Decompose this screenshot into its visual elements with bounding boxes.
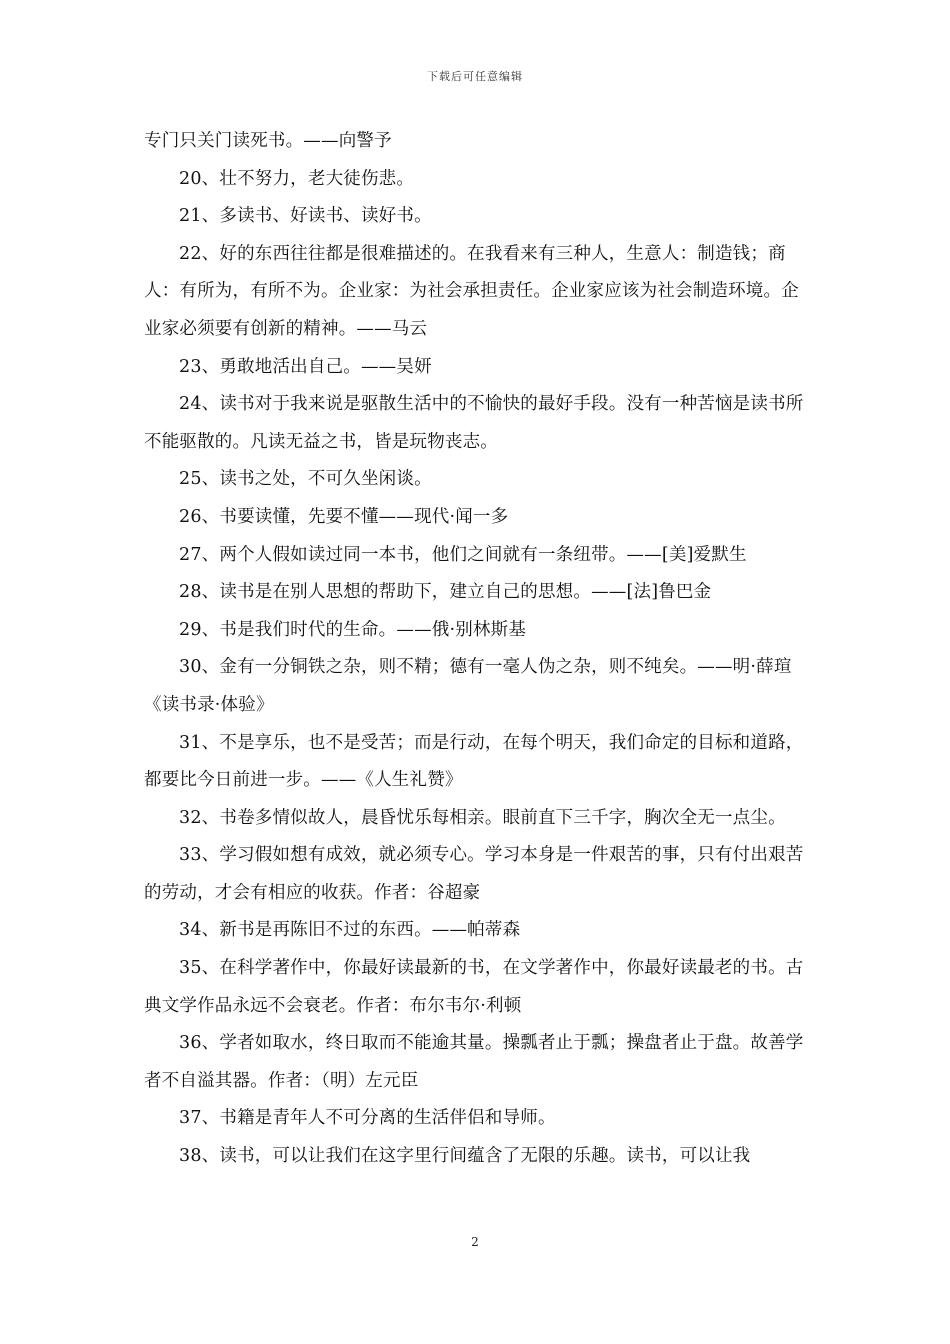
paragraph: 37、书籍是青年人不可分离的生活伴侣和导师。 <box>179 1108 556 1129</box>
paragraph: 23、勇敢地活出自己。——吴妍 <box>179 356 432 377</box>
paragraph: 29、书是我们时代的生命。——俄·别林斯基 <box>179 619 527 640</box>
paragraph: 35、在科学著作中，你最好读最新的书，在文学著作中，你最好读最老的书。古典文学作品永远不会衰老。作者：布尔韦尔·利顿 <box>144 958 804 1016</box>
paragraph: 33、学习假如想有成效，就必须专心。学习本身是一件艰苦的事，只有付出艰苦的劳动，才会有相应的收获。作者：谷超豪 <box>144 845 804 903</box>
paragraph: 20、壮不努力，老大徒伤悲。 <box>179 168 415 189</box>
paragraph: 38、读书，可以让我们在这字里行间蕴含了无限的乐趣。读书，可以让我 <box>179 1146 751 1167</box>
paragraph: 31、不是享乐，也不是受苦；而是行动，在每个明天，我们命定的目标和道路，都要比今日前进一步。——《人生礼赞》 <box>144 732 804 791</box>
paragraph: 专门只关门读死书。——向警予 <box>144 131 392 151</box>
paragraph: 25、读书之处，不可久坐闲谈。 <box>179 469 432 490</box>
paragraph: 22、好的东西往往都是很难描述的。在我看来有三种人，生意人：制造钱；商人：有所为，有所不为。企业家：为社会承担责任。企业家应该为社会制造环境。企业家必须要有创新的精神。——马云 <box>144 243 799 339</box>
paragraph: 26、书要读懂，先要不懂——现代·闻一多 <box>179 506 509 527</box>
paragraph: 34、新书是再陈旧不过的东西。——帕蒂森 <box>179 920 521 941</box>
page-header: 下载后可任意编辑 <box>427 70 523 83</box>
paragraph: 28、读书是在别人思想的帮助下，建立自己的思想。——[法]鲁巴金 <box>179 582 712 603</box>
paragraph: 21、多读书、好读书、读好书。 <box>179 206 432 227</box>
paragraph: 27、两个人假如读过同一本书，他们之间就有一条纽带。——[美]爱默生 <box>179 544 747 565</box>
paragraph: 24、读书对于我来说是驱散生活中的不愉快的最好手段。没有一种苦恼是读书所不能驱散的。凡读无益之书，皆是玩物丧志。 <box>144 394 804 452</box>
paragraph: 32、书卷多情似故人，晨昏忧乐每相亲。眼前直下三千字，胸次全无一点尘。 <box>179 807 786 828</box>
page-number: 2 <box>471 1235 479 1249</box>
paragraph: 36、学者如取水，终日取而不能逾其量。操瓢者止于瓢；操盘者止于盘。故善学者不自溢其器。作者：（明）左元臣 <box>144 1033 804 1091</box>
paragraph: 30、金有一分铜铁之杂，则不精；德有一毫人伪之杂，则不纯矣。——明·薛瑄《读书录·体验》 <box>144 657 792 715</box>
page-body <box>144 123 808 1176</box>
